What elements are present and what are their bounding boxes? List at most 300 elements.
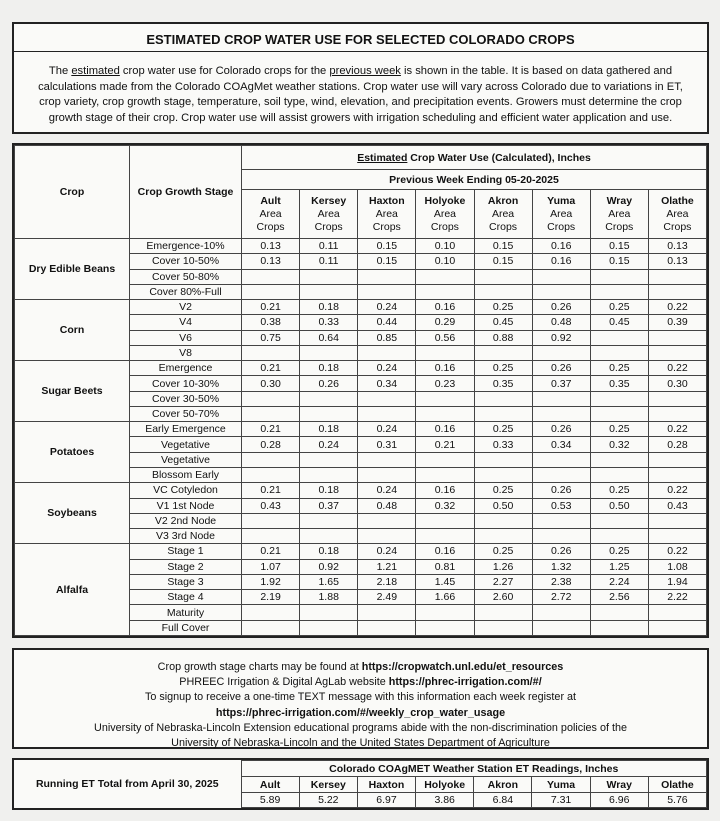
water-use-value: 0.28 xyxy=(242,437,300,452)
water-use-value: 2.49 xyxy=(358,590,416,605)
location-name: Wray xyxy=(606,194,633,207)
water-use-value xyxy=(474,620,532,635)
water-use-value: 1.25 xyxy=(590,559,648,574)
water-use-value: 0.22 xyxy=(648,300,706,315)
location-name: Haxton xyxy=(369,194,405,207)
water-use-value: 0.25 xyxy=(474,422,532,437)
water-use-value xyxy=(300,467,358,482)
water-use-value: 1.45 xyxy=(416,574,474,589)
water-use-value xyxy=(300,452,358,467)
intro-text-2: crop water use for Colorado crops for the xyxy=(119,65,330,77)
water-use-value: 0.30 xyxy=(242,376,300,391)
water-use-value xyxy=(300,620,358,635)
water-use-value: 0.50 xyxy=(474,498,532,513)
water-use-value: 0.31 xyxy=(358,437,416,452)
water-use-value xyxy=(648,345,706,360)
water-use-value xyxy=(590,284,648,299)
water-use-value: 0.15 xyxy=(474,254,532,269)
footer-box xyxy=(12,648,709,749)
water-use-value: 1.26 xyxy=(474,559,532,574)
intro-text-1: The xyxy=(48,65,72,77)
footer-line-1-text: Crop growth stage charts may be found at xyxy=(157,661,362,673)
growth-stage: Emergence-10% xyxy=(130,239,242,254)
water-use-value xyxy=(242,391,300,406)
area-label: Area xyxy=(491,207,515,220)
water-use-value: 0.21 xyxy=(416,437,474,452)
water-use-value xyxy=(242,605,300,620)
water-use-value xyxy=(416,513,474,528)
water-use-value xyxy=(590,345,648,360)
et-location: Olathe xyxy=(648,777,706,792)
water-use-value: 0.26 xyxy=(532,544,590,559)
water-use-value xyxy=(242,269,300,284)
water-use-value xyxy=(474,513,532,528)
water-use-value xyxy=(590,467,648,482)
crops-label: Crops xyxy=(372,220,401,233)
crop-water-use-table xyxy=(14,145,707,636)
water-use-value: 0.28 xyxy=(648,437,706,452)
water-use-value: 0.15 xyxy=(590,239,648,254)
water-use-value xyxy=(532,391,590,406)
water-use-value xyxy=(242,345,300,360)
crop-column-header: Crop xyxy=(15,146,130,239)
table-row xyxy=(15,239,707,254)
water-use-value: 1.32 xyxy=(532,559,590,574)
table-row xyxy=(15,544,707,559)
water-use-value: 0.39 xyxy=(648,315,706,330)
water-use-value xyxy=(416,284,474,299)
water-use-value xyxy=(648,529,706,544)
footer-line-2 xyxy=(22,675,699,690)
water-use-value: 0.29 xyxy=(416,315,474,330)
water-use-value: 0.18 xyxy=(300,483,358,498)
phrec-link[interactable]: https://phrec-irrigation.com/#/ xyxy=(388,676,542,689)
water-use-value xyxy=(300,406,358,421)
water-use-value: 0.25 xyxy=(474,483,532,498)
water-use-value: 0.33 xyxy=(474,437,532,452)
footer-text xyxy=(22,660,699,751)
water-use-value: 0.24 xyxy=(358,544,416,559)
water-use-value xyxy=(590,269,648,284)
area-label: Area xyxy=(375,207,398,220)
water-use-value xyxy=(648,330,706,345)
et-value: 6.96 xyxy=(590,792,648,807)
growth-stage: Cover 10-50% xyxy=(130,254,242,269)
water-use-value xyxy=(416,620,474,635)
water-use-value: 1.65 xyxy=(300,574,358,589)
et-location: Akron xyxy=(474,777,532,792)
title-divider xyxy=(14,51,707,52)
water-use-value: 0.26 xyxy=(532,483,590,498)
water-use-value: 0.37 xyxy=(300,498,358,513)
water-use-value xyxy=(358,452,416,467)
water-use-value xyxy=(474,467,532,482)
growth-stage: Stage 2 xyxy=(130,559,242,574)
growth-stage: Cover 50-80% xyxy=(130,269,242,284)
location-header-kersey xyxy=(300,190,358,239)
water-use-value xyxy=(648,406,706,421)
growth-stage: Early Emergence xyxy=(130,422,242,437)
water-use-value xyxy=(532,513,590,528)
water-use-value xyxy=(242,620,300,635)
water-use-value: 0.16 xyxy=(416,483,474,498)
growth-stage: Cover 80%-Full xyxy=(130,284,242,299)
crop-name: Alfalfa xyxy=(15,544,130,636)
water-use-value xyxy=(474,345,532,360)
water-use-value: 0.45 xyxy=(590,315,648,330)
water-use-value xyxy=(648,269,706,284)
water-use-value xyxy=(532,284,590,299)
water-use-value: 0.25 xyxy=(474,300,532,315)
water-use-value: 1.88 xyxy=(300,590,358,605)
et-value: 6.97 xyxy=(357,792,415,807)
location-name: Holyoke xyxy=(424,194,466,207)
water-use-value: 0.22 xyxy=(648,361,706,376)
water-use-value xyxy=(242,513,300,528)
intro-estimated-word: estimated xyxy=(71,65,120,77)
water-use-value xyxy=(532,452,590,467)
water-use-value: 0.75 xyxy=(242,330,300,345)
water-use-value xyxy=(590,605,648,620)
intro-paragraph xyxy=(28,64,693,126)
water-use-value xyxy=(648,452,706,467)
crops-label: Crops xyxy=(489,220,518,233)
et-value: 5.76 xyxy=(648,792,706,807)
water-use-value xyxy=(648,513,706,528)
water-use-value xyxy=(532,345,590,360)
et-value: 6.84 xyxy=(474,792,532,807)
water-use-value: 0.25 xyxy=(590,300,648,315)
crops-label: Crops xyxy=(605,220,634,233)
water-use-value: 0.18 xyxy=(300,300,358,315)
water-use-value: 0.64 xyxy=(300,330,358,345)
water-use-value: 0.22 xyxy=(648,544,706,559)
crop-name: Soybeans xyxy=(15,483,130,544)
water-use-value xyxy=(532,467,590,482)
week-label: Previous Week Ending 05-20-2025 xyxy=(242,170,707,190)
water-use-value xyxy=(358,284,416,299)
growth-stage: Maturity xyxy=(130,605,242,620)
crop-name: Dry Edible Beans xyxy=(15,239,130,300)
water-use-value: 0.26 xyxy=(532,361,590,376)
water-use-value: 0.48 xyxy=(358,498,416,513)
et-readings-table xyxy=(14,760,707,808)
water-use-value: 2.27 xyxy=(474,574,532,589)
water-use-value xyxy=(532,620,590,635)
crops-label: Crops xyxy=(547,220,576,233)
crop-name: Corn xyxy=(15,300,130,361)
crop-name: Sugar Beets xyxy=(15,361,130,422)
growth-stage: Stage 4 xyxy=(130,590,242,605)
water-use-value: 0.11 xyxy=(300,254,358,269)
et-location: Wray xyxy=(590,777,648,792)
table-title-estimated: Estimated xyxy=(357,151,408,164)
water-use-value: 0.32 xyxy=(416,498,474,513)
et-location: Ault xyxy=(241,777,299,792)
water-use-value xyxy=(590,406,648,421)
et-location: Holyoke xyxy=(416,777,474,792)
water-use-value: 0.25 xyxy=(474,361,532,376)
water-use-value xyxy=(590,620,648,635)
water-use-value: 0.33 xyxy=(300,315,358,330)
water-use-value: 0.21 xyxy=(242,361,300,376)
water-use-value xyxy=(358,391,416,406)
water-use-value: 0.45 xyxy=(474,315,532,330)
water-use-value xyxy=(416,467,474,482)
water-use-value xyxy=(416,406,474,421)
intro-text-3: is shown in the table. It is based on data gathered and calculations made from the Colorado COAgMet weather stations. Crop water use will vary across Colorado due to variations in ET, crop variety, crop growth stage, temperature, soil type, wind, elevation, and precipitation events. Growers must determine the crop growth stage of their crop. Crop water use will assist growers with irrigation scheduling and efficient water application and use. xyxy=(38,65,683,124)
water-use-value xyxy=(358,467,416,482)
water-use-value xyxy=(300,391,358,406)
water-use-value xyxy=(416,391,474,406)
water-use-value: 0.92 xyxy=(532,330,590,345)
water-use-value xyxy=(300,345,358,360)
crops-label: Crops xyxy=(663,220,692,233)
water-use-value: 0.24 xyxy=(358,422,416,437)
water-use-value xyxy=(242,467,300,482)
et-value: 5.22 xyxy=(299,792,357,807)
growth-stage: V8 xyxy=(130,345,242,360)
water-use-value: 0.26 xyxy=(532,422,590,437)
footer-line-5: University of Nebraska-Lincoln Extension educational programs abide with the non-discrimination policies of the xyxy=(94,721,627,734)
location-header-olathe xyxy=(648,190,706,239)
growth-stage: Stage 1 xyxy=(130,544,242,559)
growth-stage: Emergence xyxy=(130,361,242,376)
water-use-value xyxy=(358,269,416,284)
water-use-value: 0.25 xyxy=(590,361,648,376)
water-use-value xyxy=(358,345,416,360)
water-use-value: 0.24 xyxy=(358,483,416,498)
growth-stage: Vegetative xyxy=(130,452,242,467)
water-use-value xyxy=(474,452,532,467)
water-use-value: 0.15 xyxy=(358,254,416,269)
water-use-value xyxy=(590,513,648,528)
growth-stage: Full Cover xyxy=(130,620,242,635)
intro-previous-week-word: previous week xyxy=(329,65,401,77)
crops-label: Crops xyxy=(256,220,285,233)
area-label: Area xyxy=(317,207,340,220)
water-use-value xyxy=(416,345,474,360)
water-use-value: 2.38 xyxy=(532,574,590,589)
table-title xyxy=(242,146,707,170)
area-label: Area xyxy=(550,207,573,220)
water-use-value: 1.94 xyxy=(648,574,706,589)
water-use-value xyxy=(242,452,300,467)
table-title-rest: Crop Water Use (Calculated), Inches xyxy=(407,151,591,164)
water-use-value xyxy=(300,269,358,284)
water-use-value: 0.18 xyxy=(300,544,358,559)
water-use-value xyxy=(648,467,706,482)
water-use-value: 0.53 xyxy=(532,498,590,513)
growth-stage: V2 xyxy=(130,300,242,315)
water-use-value xyxy=(358,406,416,421)
water-use-value xyxy=(590,452,648,467)
water-use-value xyxy=(474,269,532,284)
water-use-value: 0.16 xyxy=(416,422,474,437)
water-use-value: 0.56 xyxy=(416,330,474,345)
water-use-value: 0.15 xyxy=(474,239,532,254)
water-use-value: 0.26 xyxy=(300,376,358,391)
water-use-value: 0.24 xyxy=(358,300,416,315)
water-use-value: 1.08 xyxy=(648,559,706,574)
water-use-value: 0.18 xyxy=(300,361,358,376)
water-use-value xyxy=(648,284,706,299)
water-use-value xyxy=(242,406,300,421)
water-use-value: 0.16 xyxy=(416,361,474,376)
footer-line-6: University of Nebraska-Lincoln and the United States Department of Agriculture xyxy=(171,737,550,750)
water-use-value: 2.24 xyxy=(590,574,648,589)
water-use-value: 0.38 xyxy=(242,315,300,330)
et-value: 7.31 xyxy=(532,792,590,807)
water-use-value: 2.19 xyxy=(242,590,300,605)
water-use-value: 0.24 xyxy=(300,437,358,452)
water-use-value xyxy=(474,391,532,406)
crops-label: Crops xyxy=(314,220,343,233)
water-use-value: 0.85 xyxy=(358,330,416,345)
water-use-value: 0.92 xyxy=(300,559,358,574)
water-use-value: 2.60 xyxy=(474,590,532,605)
water-use-value xyxy=(590,330,648,345)
location-name: Olathe xyxy=(661,194,694,207)
water-use-value: 0.24 xyxy=(358,361,416,376)
location-header-haxton xyxy=(358,190,416,239)
footer-line-4 xyxy=(22,706,699,721)
et-readings-box xyxy=(12,758,709,810)
growth-stage: VC Cotyledon xyxy=(130,483,242,498)
water-use-value xyxy=(532,529,590,544)
growth-stage: Cover 50-70% xyxy=(130,406,242,421)
water-use-value xyxy=(590,391,648,406)
water-use-value: 1.07 xyxy=(242,559,300,574)
water-use-value: 0.13 xyxy=(648,254,706,269)
page-title: ESTIMATED CROP WATER USE FOR SELECTED COLORADO CROPS xyxy=(146,32,575,47)
water-use-value: 2.72 xyxy=(532,590,590,605)
water-use-value: 0.16 xyxy=(532,254,590,269)
water-use-value: 0.11 xyxy=(300,239,358,254)
water-use-value xyxy=(358,529,416,544)
water-use-value xyxy=(474,284,532,299)
crop-table-body xyxy=(15,239,707,636)
water-use-value: 0.34 xyxy=(358,376,416,391)
water-use-value: 2.18 xyxy=(358,574,416,589)
water-use-value xyxy=(300,529,358,544)
water-use-value xyxy=(532,269,590,284)
header-box xyxy=(12,22,709,134)
water-use-value: 0.22 xyxy=(648,483,706,498)
area-label: Area xyxy=(666,207,689,220)
et-location: Haxton xyxy=(357,777,415,792)
water-use-value xyxy=(242,529,300,544)
water-use-value xyxy=(416,269,474,284)
water-use-value: 0.26 xyxy=(532,300,590,315)
water-use-value: 0.16 xyxy=(416,300,474,315)
location-name: Akron xyxy=(487,194,519,207)
footer-line-3: To signup to receive a one-time TEXT message with this information each week register at xyxy=(144,691,577,704)
table-row xyxy=(15,422,707,437)
area-label: Area xyxy=(608,207,631,220)
crop-name: Potatoes xyxy=(15,422,130,483)
water-use-value: 0.21 xyxy=(242,544,300,559)
et-value: 3.86 xyxy=(416,792,474,807)
water-use-value: 0.43 xyxy=(242,498,300,513)
water-use-value xyxy=(532,406,590,421)
water-use-value xyxy=(416,529,474,544)
cropwatch-link[interactable]: https://cropwatch.unl.edu/et_resources xyxy=(361,661,564,673)
water-use-value: 0.23 xyxy=(416,376,474,391)
growth-stage: Cover 10-30% xyxy=(130,376,242,391)
et-location: Yuma xyxy=(532,777,590,792)
water-use-value xyxy=(648,605,706,620)
water-use-value: 0.32 xyxy=(590,437,648,452)
table-row xyxy=(15,300,707,315)
water-use-value: 2.22 xyxy=(648,590,706,605)
growth-stage: Blossom Early xyxy=(130,467,242,482)
location-name: Kersey xyxy=(311,194,347,207)
water-use-value xyxy=(300,605,358,620)
growth-stage: V3 3rd Node xyxy=(130,529,242,544)
water-use-value xyxy=(416,605,474,620)
water-use-value: 0.88 xyxy=(474,330,532,345)
crop-water-use-table-box xyxy=(12,143,709,638)
crops-label: Crops xyxy=(430,220,459,233)
location-header-ault xyxy=(242,190,300,239)
water-use-value: 0.10 xyxy=(416,254,474,269)
water-use-value xyxy=(474,529,532,544)
et-location: Kersey xyxy=(299,777,357,792)
water-use-value: 0.43 xyxy=(648,498,706,513)
water-use-value: 0.25 xyxy=(590,483,648,498)
stage-column-header: Crop Growth Stage xyxy=(130,146,242,239)
water-use-value xyxy=(416,452,474,467)
water-use-value xyxy=(590,529,648,544)
water-use-value: 0.15 xyxy=(590,254,648,269)
water-use-value xyxy=(358,620,416,635)
growth-stage: Stage 3 xyxy=(130,574,242,589)
signup-link[interactable]: https://phrec-irrigation.com/#/weekly_crop_water_usage xyxy=(215,706,506,719)
water-use-value: 2.56 xyxy=(590,590,648,605)
water-use-value xyxy=(300,284,358,299)
growth-stage: V6 xyxy=(130,330,242,345)
location-name: Yuma xyxy=(547,194,576,207)
table-row xyxy=(15,361,707,376)
growth-stage: V2 2nd Node xyxy=(130,513,242,528)
water-use-value: 0.16 xyxy=(532,239,590,254)
table-row xyxy=(15,483,707,498)
water-use-value: 0.21 xyxy=(242,422,300,437)
area-label: Area xyxy=(433,207,457,220)
water-use-value xyxy=(300,513,358,528)
water-use-value: 1.21 xyxy=(358,559,416,574)
water-use-value: 0.16 xyxy=(416,544,474,559)
water-use-value: 0.35 xyxy=(590,376,648,391)
location-name: Ault xyxy=(260,194,281,207)
location-header-yuma xyxy=(532,190,590,239)
location-header-wray xyxy=(590,190,648,239)
water-use-value: 1.92 xyxy=(242,574,300,589)
footer-line-2-text: PHREEC Irrigation & Digital AgLab website xyxy=(179,676,389,689)
growth-stage: V1 1st Node xyxy=(130,498,242,513)
water-use-value: 0.37 xyxy=(532,376,590,391)
growth-stage: Vegetative xyxy=(130,437,242,452)
water-use-value: 0.25 xyxy=(590,544,648,559)
footer-line-1 xyxy=(22,660,699,675)
water-use-value: 1.66 xyxy=(416,590,474,605)
water-use-value: 0.25 xyxy=(474,544,532,559)
water-use-value: 0.13 xyxy=(242,239,300,254)
water-use-value: 0.30 xyxy=(648,376,706,391)
water-use-value: 0.13 xyxy=(648,239,706,254)
water-use-value xyxy=(242,284,300,299)
